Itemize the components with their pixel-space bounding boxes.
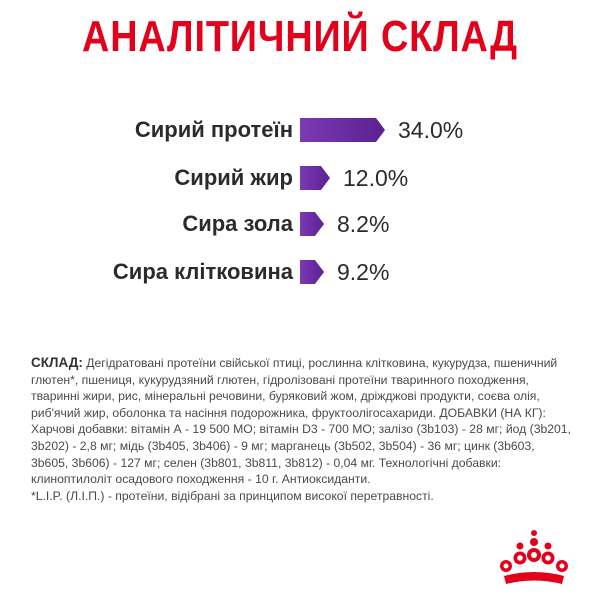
analysis-label: Сира клітковина: [112, 259, 293, 284]
page-title: АНАЛІТИЧНИЙ СКЛАД: [82, 12, 518, 61]
analysis-bar: [300, 212, 324, 236]
analysis-label: Сирий жир: [174, 165, 293, 190]
analysis-label: Сира зола: [182, 211, 293, 236]
analysis-row: [0, 110, 600, 150]
analysis-value: 9.2%: [337, 259, 390, 285]
composition-footnote: *L.I.P. (Л.І.П.) - протеїни, відібрані за принципом високої перетравності.: [31, 488, 434, 503]
analysis-value: 34.0%: [398, 117, 464, 143]
analysis-bar: [300, 118, 385, 142]
analysis-bar: [300, 260, 324, 284]
analysis-label: Сирий протеїн: [134, 117, 293, 142]
analysis-bar: [300, 166, 330, 190]
analysis-row: [0, 158, 600, 198]
analysis-value: 12.0%: [343, 165, 409, 191]
analysis-row: [0, 204, 600, 244]
crown-logo-icon: [494, 528, 574, 588]
composition-lead: СКЛАД:: [31, 355, 83, 370]
analysis-row: [0, 252, 600, 292]
composition-body: Дегідратовані протеїни свійської птиці, рослинна клітковина, кукурудза, пшеничний глютен*, пшениця, кукурудзяний глютен, гідролізовані протеїни тваринного походження, тваринні жири, рис, мінеральні речовини, буряковий жом, дріжджові продукти, соєва олія, риб'ячий жир, оболонка та насіння подорожника, фруктоолігосахариди. ДОБАВКИ (НА КГ): Харчові добавки: вітамін А - 19 500 МО; вітамін D3 - 700 МО; залізо (3b103) - 28 мг; йод (3b201, 3b202) - 2,8 мг; мідь (3b405, 3b406) - 9 мг; марганець (3b502, 3b504) - 36 мг; цинк (3b603, 3b605, 3b606) - 127 мг; селен (3b801, 3b811, 3b812) - 0,04 мг. Технологічні добавки: клиноптилоліт осадового походження - 10 г. Антиоксиданти.: [31, 356, 571, 487]
composition-text: [31, 355, 571, 504]
analysis-value: 8.2%: [337, 211, 390, 237]
